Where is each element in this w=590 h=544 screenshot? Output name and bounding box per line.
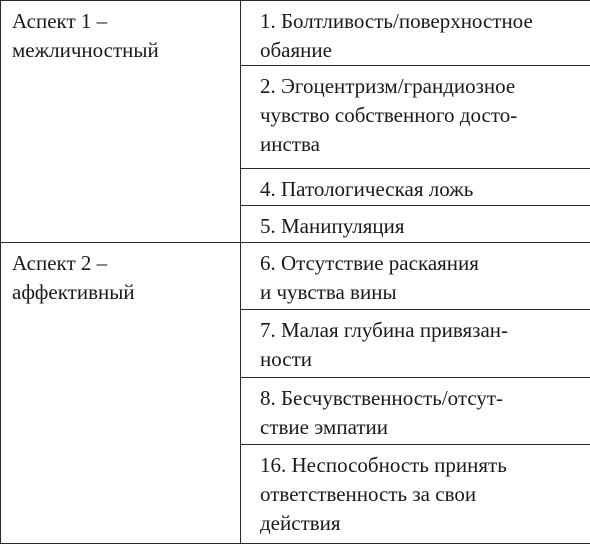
aspect-label: Аспект 2 – аффективный	[12, 251, 135, 304]
aspect-cell	[1, 243, 241, 544]
item-text: 2. Эгоцентризм/грандиозное чувство собственного досто- инства	[260, 74, 518, 156]
item-text: 5. Манипуляция	[260, 214, 405, 238]
item-cell	[241, 206, 590, 243]
item-text: 16. Неспособность принять ответственность за свои действия	[260, 453, 507, 535]
item-text: 4. Патологическая ложь	[260, 177, 474, 201]
item-cell	[241, 243, 590, 310]
item-cell	[241, 310, 590, 378]
item-cell	[241, 169, 590, 206]
item-text: 6. Отсутствие раскаяния и чувства вины	[260, 251, 479, 304]
item-cell	[241, 66, 590, 169]
item-cell	[241, 1, 590, 66]
item-text: 1. Болтливость/поверхностное обаяние	[260, 9, 533, 62]
item-cell	[241, 378, 590, 445]
aspect-label: Аспект 1 – межличностный	[12, 9, 159, 62]
item-cell	[241, 445, 590, 544]
table-row	[1, 1, 590, 66]
table-row	[1, 243, 590, 310]
item-text: 7. Малая глубина привязан- ности	[260, 318, 508, 371]
item-text: 8. Бесчувственность/отсут- ствие эмпатии	[260, 386, 504, 439]
aspect-cell	[1, 1, 241, 243]
